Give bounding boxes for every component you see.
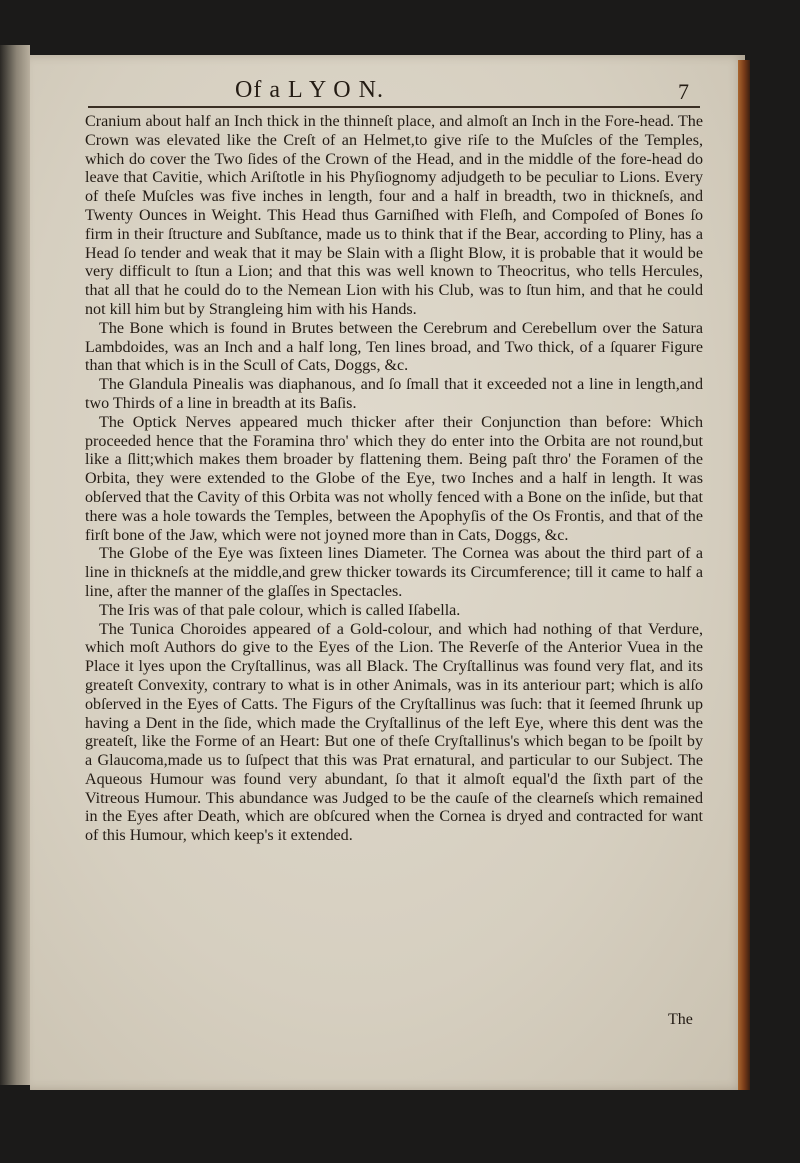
header-rule bbox=[88, 106, 700, 108]
paragraph: The Optick Nerves appeared much thicker after their Conjunction than before: Which proceeded hence that the Foramina thro' which they do enter into the Orbita are not round,but like a ſlitt;which makes them broader by flattening them. Being paſt thro' the Foramen of the Orbita, they were extended to the Globe of the Eye, two Inches and a half in length. It was obſerved that the Cavity of this Orbita was not wholly fenced with a Bone on the inſide, but that there was a hole towards the Temples, between the Apophyſis of the Os Frontis, and that of the firſt bone of the Jaw, which were not joyned more than in Cats, Doggs, &c. bbox=[85, 413, 703, 544]
page-edge-stain bbox=[738, 60, 750, 1090]
paragraph: The Glandula Pinealis was diaphanous, and ſo ſmall that it exceeded not a line in length,and two Thirds of a line in breadth at its Baſis. bbox=[85, 376, 703, 412]
paragraph: The Iris was of that pale colour, which is called Iſabella. bbox=[99, 601, 461, 619]
paragraph: The Bone which is found in Brutes between the Cerebrum and Cerebellum over the Satura Lambdoides, was an Inch and a half long, Ten lines broad, and Two thick, of a ſquarer Figure than that which is in the Scull of Cats, Doggs, &c. bbox=[85, 319, 703, 375]
page-number: 7 bbox=[678, 79, 690, 104]
paragraph: Cranium about half an Inch thick in the thinneſt place, and almoſt an Inch in the Fore-head. The Crown was elevated like the Creſt of an Helmet,to give riſe to the Muſcles of the Temples, which do cover the Two ſides of the Crown of the Head, and in the middle of the fore-head do leave that Cavitie, which Ariſtotle in his Phyſiognomy adjudgeth to be peculiar to Lions. Every of theſe Muſcles was five inches in length, four and a half in breadth, two in thickneſs, and Twenty Ounces in Weight. This Head thus Garniſhed with Fleſh, and Compoſed of Bones ſo firm in their ſtructure and Subſtance, made us to think that if the Bear, according to Pliny, has a Head ſo tender and weak that it may be Slain with a ſlight Blow, it is probable that it would be very difficult to ſtun a Lion; and that this was well known to Theocritus, who tells Hercules, that all that he could do to the Nemean Lion with his Club, was to ſtun him, and that he could not kill him but by Strangleing him with his Hands. bbox=[85, 113, 703, 318]
running-title: Of a L Y O N. bbox=[235, 77, 384, 103]
paragraph: The Globe of the Eye was ſixteen lines Diameter. The Cornea was about the third part of a line in thickneſs at the middle,and grew thicker towards its Circumference; till it came to half a line, after the manner of the glaſſes in Spectacles. bbox=[85, 545, 703, 600]
page-body bbox=[85, 113, 703, 846]
paragraph: The Tunica Choroides appeared of a Gold-colour, and which had nothing of that Verdure, which moſt Authors do give to the Eyes of the Lion. The Reverſe of the Anterior Vuea in the Place it lyes upon the Cryſtallinus, was all Black. The Cryſtallinus was found very flat, and its greateſt Convexity, contrary to what is in other Animals, was in its anteriour part; which is alſo obſerved in the Eyes of Catts. The Figurs of the Cryſtallinus was ſuch: that it ſeemed ſhrunk up having a Dent in the ſide, which made the Cryſtallinus of the left Eye, where this dent was the greateſt, like the Forme of an Heart: But one of theſe Cryſtallinus's which began to be ſpoilt by a Glaucoma,made us to ſuſpect that this was Prat ernatural, and particular to our Subject. The Aqueous Humour was found very abundant, ſo that it almoſt equal'd the ſixth part of the Vitreous Humour. This abundance was Judged to be the cauſe of the clearneſs which remained in the Eyes after Death, which are obſcured when the Cornea is dryed and contracted for want of this Humour, which keep's it extended. bbox=[85, 620, 703, 845]
book-spine-edge bbox=[0, 45, 30, 1085]
catchword: The bbox=[668, 1011, 693, 1028]
